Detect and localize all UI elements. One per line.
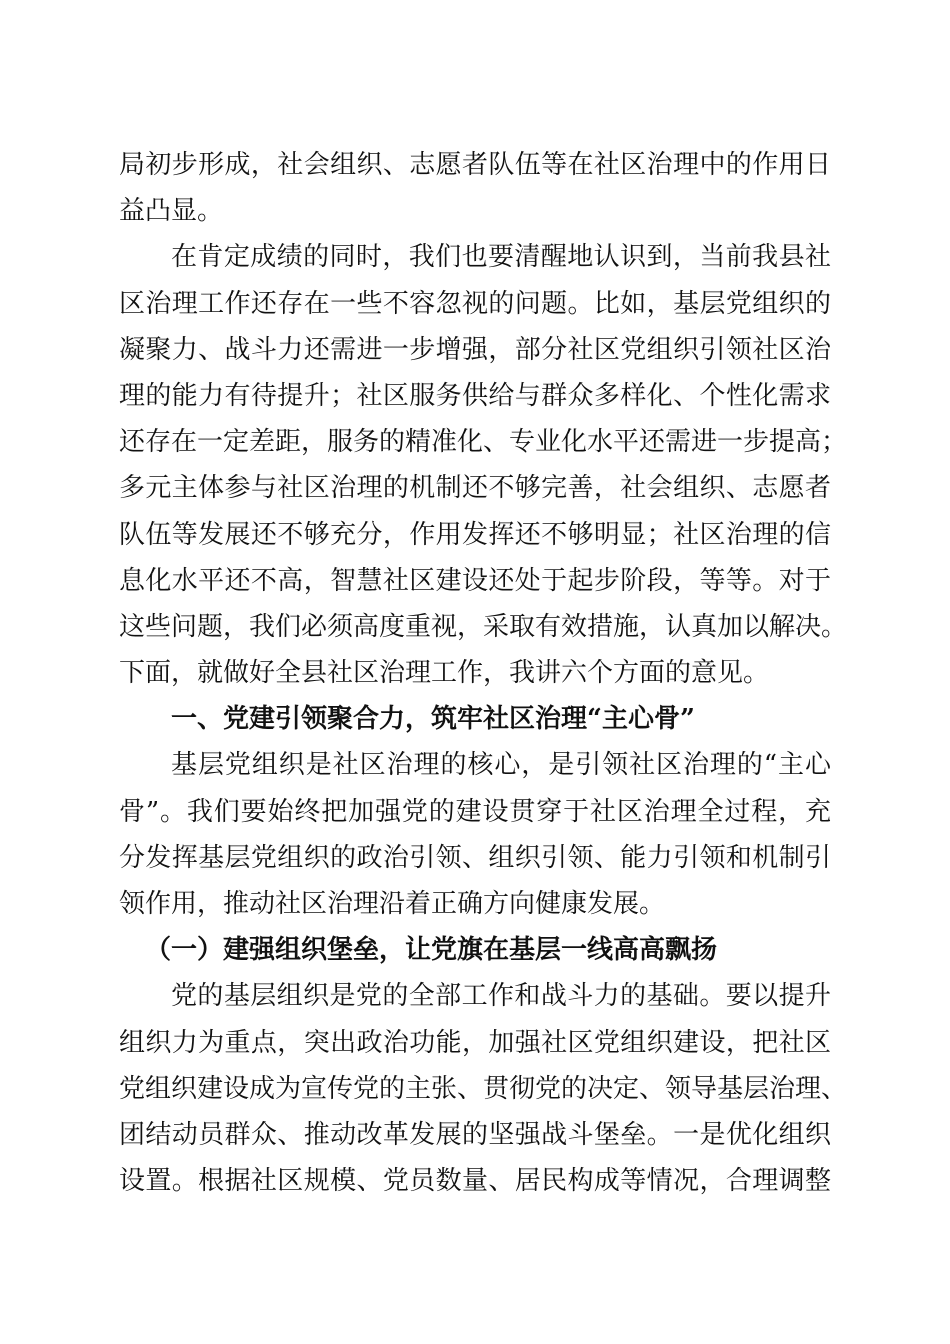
text-line: 党组织建设成为宣传党的主张、贯彻党的决定、领导基层治理、	[119, 1073, 848, 1104]
text-line: 凝聚力、战斗力还需进一步增强，部分社区党组织引领社区治	[119, 334, 831, 365]
text-line: 息化水平还不高，智慧社区建设还处于起步阶段，等等。对于	[119, 565, 831, 596]
text-line: 多元主体参与社区治理的机制还不够完善，社会组织、志愿者	[119, 473, 831, 504]
text-line: 分发挥基层党组织的政治引领、组织引领、能力引领和机制引	[119, 842, 831, 873]
text-line: 理的能力有待提升；社区服务供给与群众多样化、个性化需求	[119, 380, 831, 411]
text-line: 这些问题，我们必须高度重视，采取有效措施，认真加以解决。	[119, 611, 848, 642]
text-line: 在肯定成绩的同时，我们也要清醒地认识到，当前我县社	[171, 242, 831, 273]
text-line: 益凸显。	[119, 196, 224, 227]
subsection-heading: （一）建强组织堡垒，让党旗在基层一线高高飘扬	[145, 935, 718, 966]
section-heading: 一、党建引领聚合力，筑牢社区治理“主心骨”	[171, 704, 695, 735]
text-line: 组织力为重点，突出政治功能，加强社区党组织建设，把社区	[119, 1027, 831, 1058]
text-line: 还存在一定差距，服务的精准化、专业化水平还需进一步提高；	[119, 427, 848, 458]
text-line: 局初步形成，社会组织、志愿者队伍等在社区治理中的作用日	[119, 150, 831, 180]
text-line: 骨”。我们要始终把加强党的建设贯穿于社区治理全过程，充	[119, 796, 831, 827]
text-line: 队伍等发展还不够充分，作用发挥还不够明显；社区治理的信	[119, 519, 831, 550]
text-line: 领作用，推动社区治理沿着正确方向健康发展。	[119, 889, 666, 919]
text-line: 基层党组织是社区治理的核心，是引领社区治理的“主心	[171, 750, 831, 781]
document-page	[119, 142, 848, 1204]
text-line: 党的基层组织是党的全部工作和战斗力的基础。要以提升	[171, 981, 831, 1012]
text-line: 下面，就做好全县社区治理工作，我讲六个方面的意见。	[119, 658, 770, 689]
text-line: 团结动员群众、推动改革发展的坚强战斗堡垒。一是优化组织	[119, 1119, 831, 1150]
text-line: 区治理工作还存在一些不容忽视的问题。比如，基层党组织的	[119, 288, 831, 319]
text-line: 设置。根据社区规模、党员数量、居民构成等情况，合理调整	[119, 1166, 831, 1197]
